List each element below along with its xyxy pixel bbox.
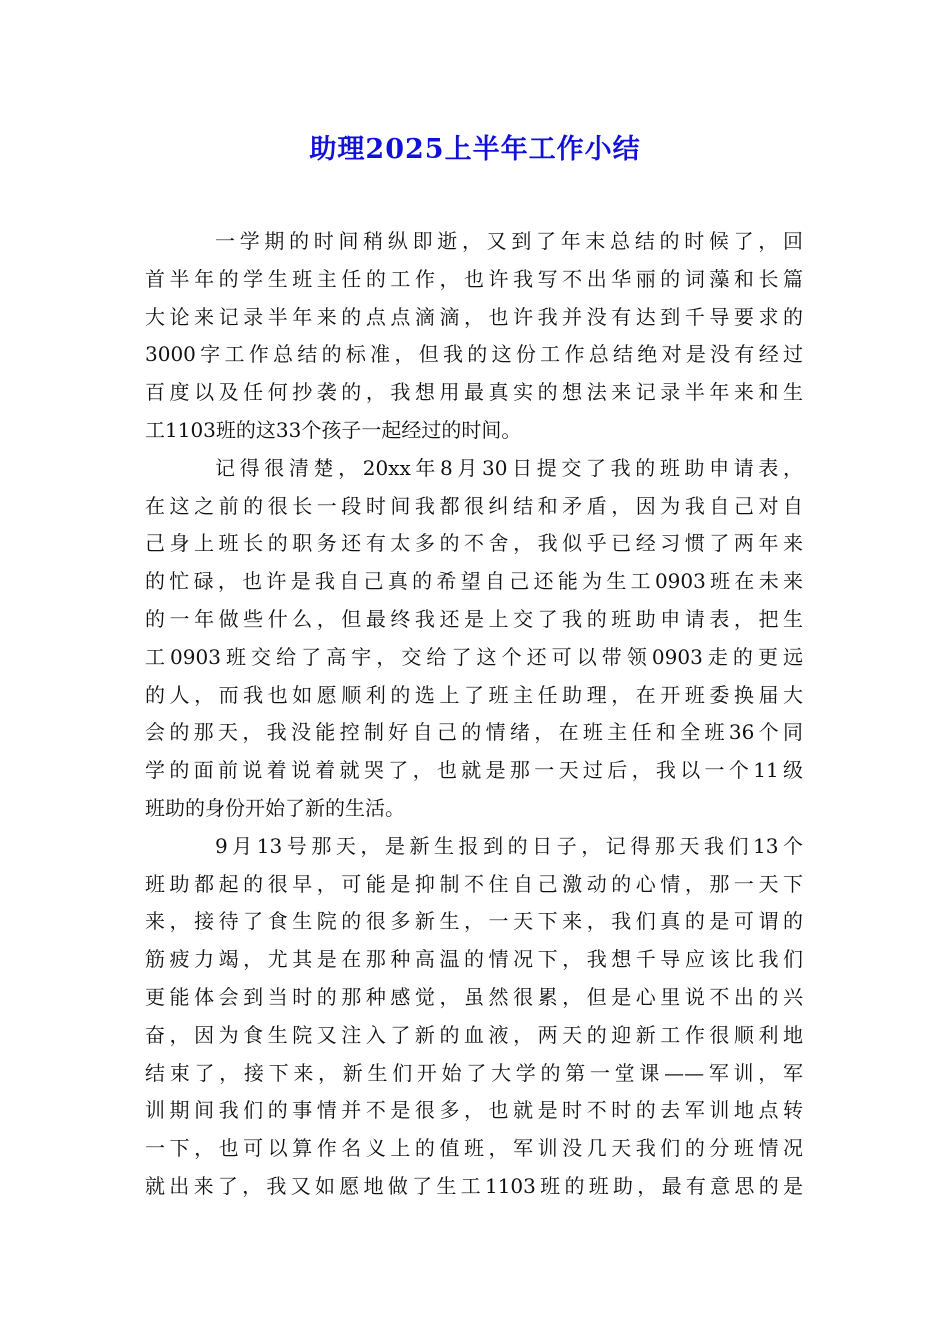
text-line: 百度以及任何抄袭的，我想用最真实的想法来记录半年来和生	[145, 380, 803, 405]
text-line: 更能体会到当时的那种感觉，虽然很累，但是心里说不出的兴	[145, 984, 803, 1009]
text-line: 工1103班的这33个孩子一起经过的时间。	[145, 417, 522, 442]
text-line: 训期间我们的事情并不是很多，也就是时不时的去军训地点转	[145, 1098, 803, 1123]
text-line: 筋疲力竭，尤其是在那种高温的情况下，我想千导应该比我们	[145, 947, 803, 972]
paragraph-3	[145, 828, 803, 1206]
text-line: 3000字工作总结的标准，但我的这份工作总结绝对是没有经过	[145, 342, 803, 367]
text-line: 的忙碌，也许是我自己真的希望自己还能为生工0903班在未来	[145, 569, 803, 594]
text-line: 工0903班交给了高宇，交给了这个还可以带领0903走的更远	[145, 644, 803, 669]
text-line: 记得很清楚，20xx年8月30日提交了我的班助申请表，	[215, 455, 803, 480]
text-line: 的人，而我也如愿顺利的选上了班主任助理，在开班委换届大	[145, 682, 803, 707]
document-title: 助理2025上半年工作小结	[309, 134, 641, 165]
text-line: 班助都起的很早，可能是抑制不住自己激动的心情，那一天下	[145, 871, 803, 896]
text-line: 在这之前的很长一段时间我都很纠结和矛盾，因为我自己对自	[145, 493, 803, 518]
text-line: 的一年做些什么，但最终我还是上交了我的班助申请表，把生	[145, 606, 803, 631]
paragraph-2	[145, 450, 803, 828]
text-line: 首半年的学生班主任的工作，也许我写不出华丽的词藻和长篇	[145, 266, 803, 291]
text-line: 结束了，接下来，新生们开始了大学的第一堂课——军训，军	[145, 1060, 803, 1085]
text-line: 奋，因为食生院又注入了新的血液，两天的迎新工作很顺利地	[145, 1022, 803, 1047]
document-body	[145, 223, 803, 1206]
text-line: 班助的身份开始了新的生活。	[145, 795, 405, 820]
text-line: 一学期的时间稍纵即逝，又到了年末总结的时候了，回	[215, 229, 803, 253]
text-line: 会的那天，我没能控制好自己的情绪，在班主任和全班36个同	[145, 720, 803, 745]
text-line: 9月13号那天，是新生报到的日子，记得那天我们13个	[215, 833, 803, 858]
text-line: 学的面前说着说着就哭了，也就是那一天过后，我以一个11级	[145, 758, 803, 783]
text-line: 己身上班长的职务还有太多的不舍，我似乎已经习惯了两年来	[145, 531, 803, 556]
text-line: 来，接待了食生院的很多新生，一天下来，我们真的是可谓的	[145, 909, 803, 934]
paragraph-1	[145, 223, 803, 450]
text-line: 就出来了，我又如愿地做了生工1103班的班助，最有意思的是	[145, 1173, 803, 1198]
text-line: 大论来记录半年来的点点滴滴，也许我并没有达到千导要求的	[145, 304, 803, 329]
text-line: 一下，也可以算作名义上的值班，军训没几天我们的分班情况	[145, 1136, 803, 1161]
